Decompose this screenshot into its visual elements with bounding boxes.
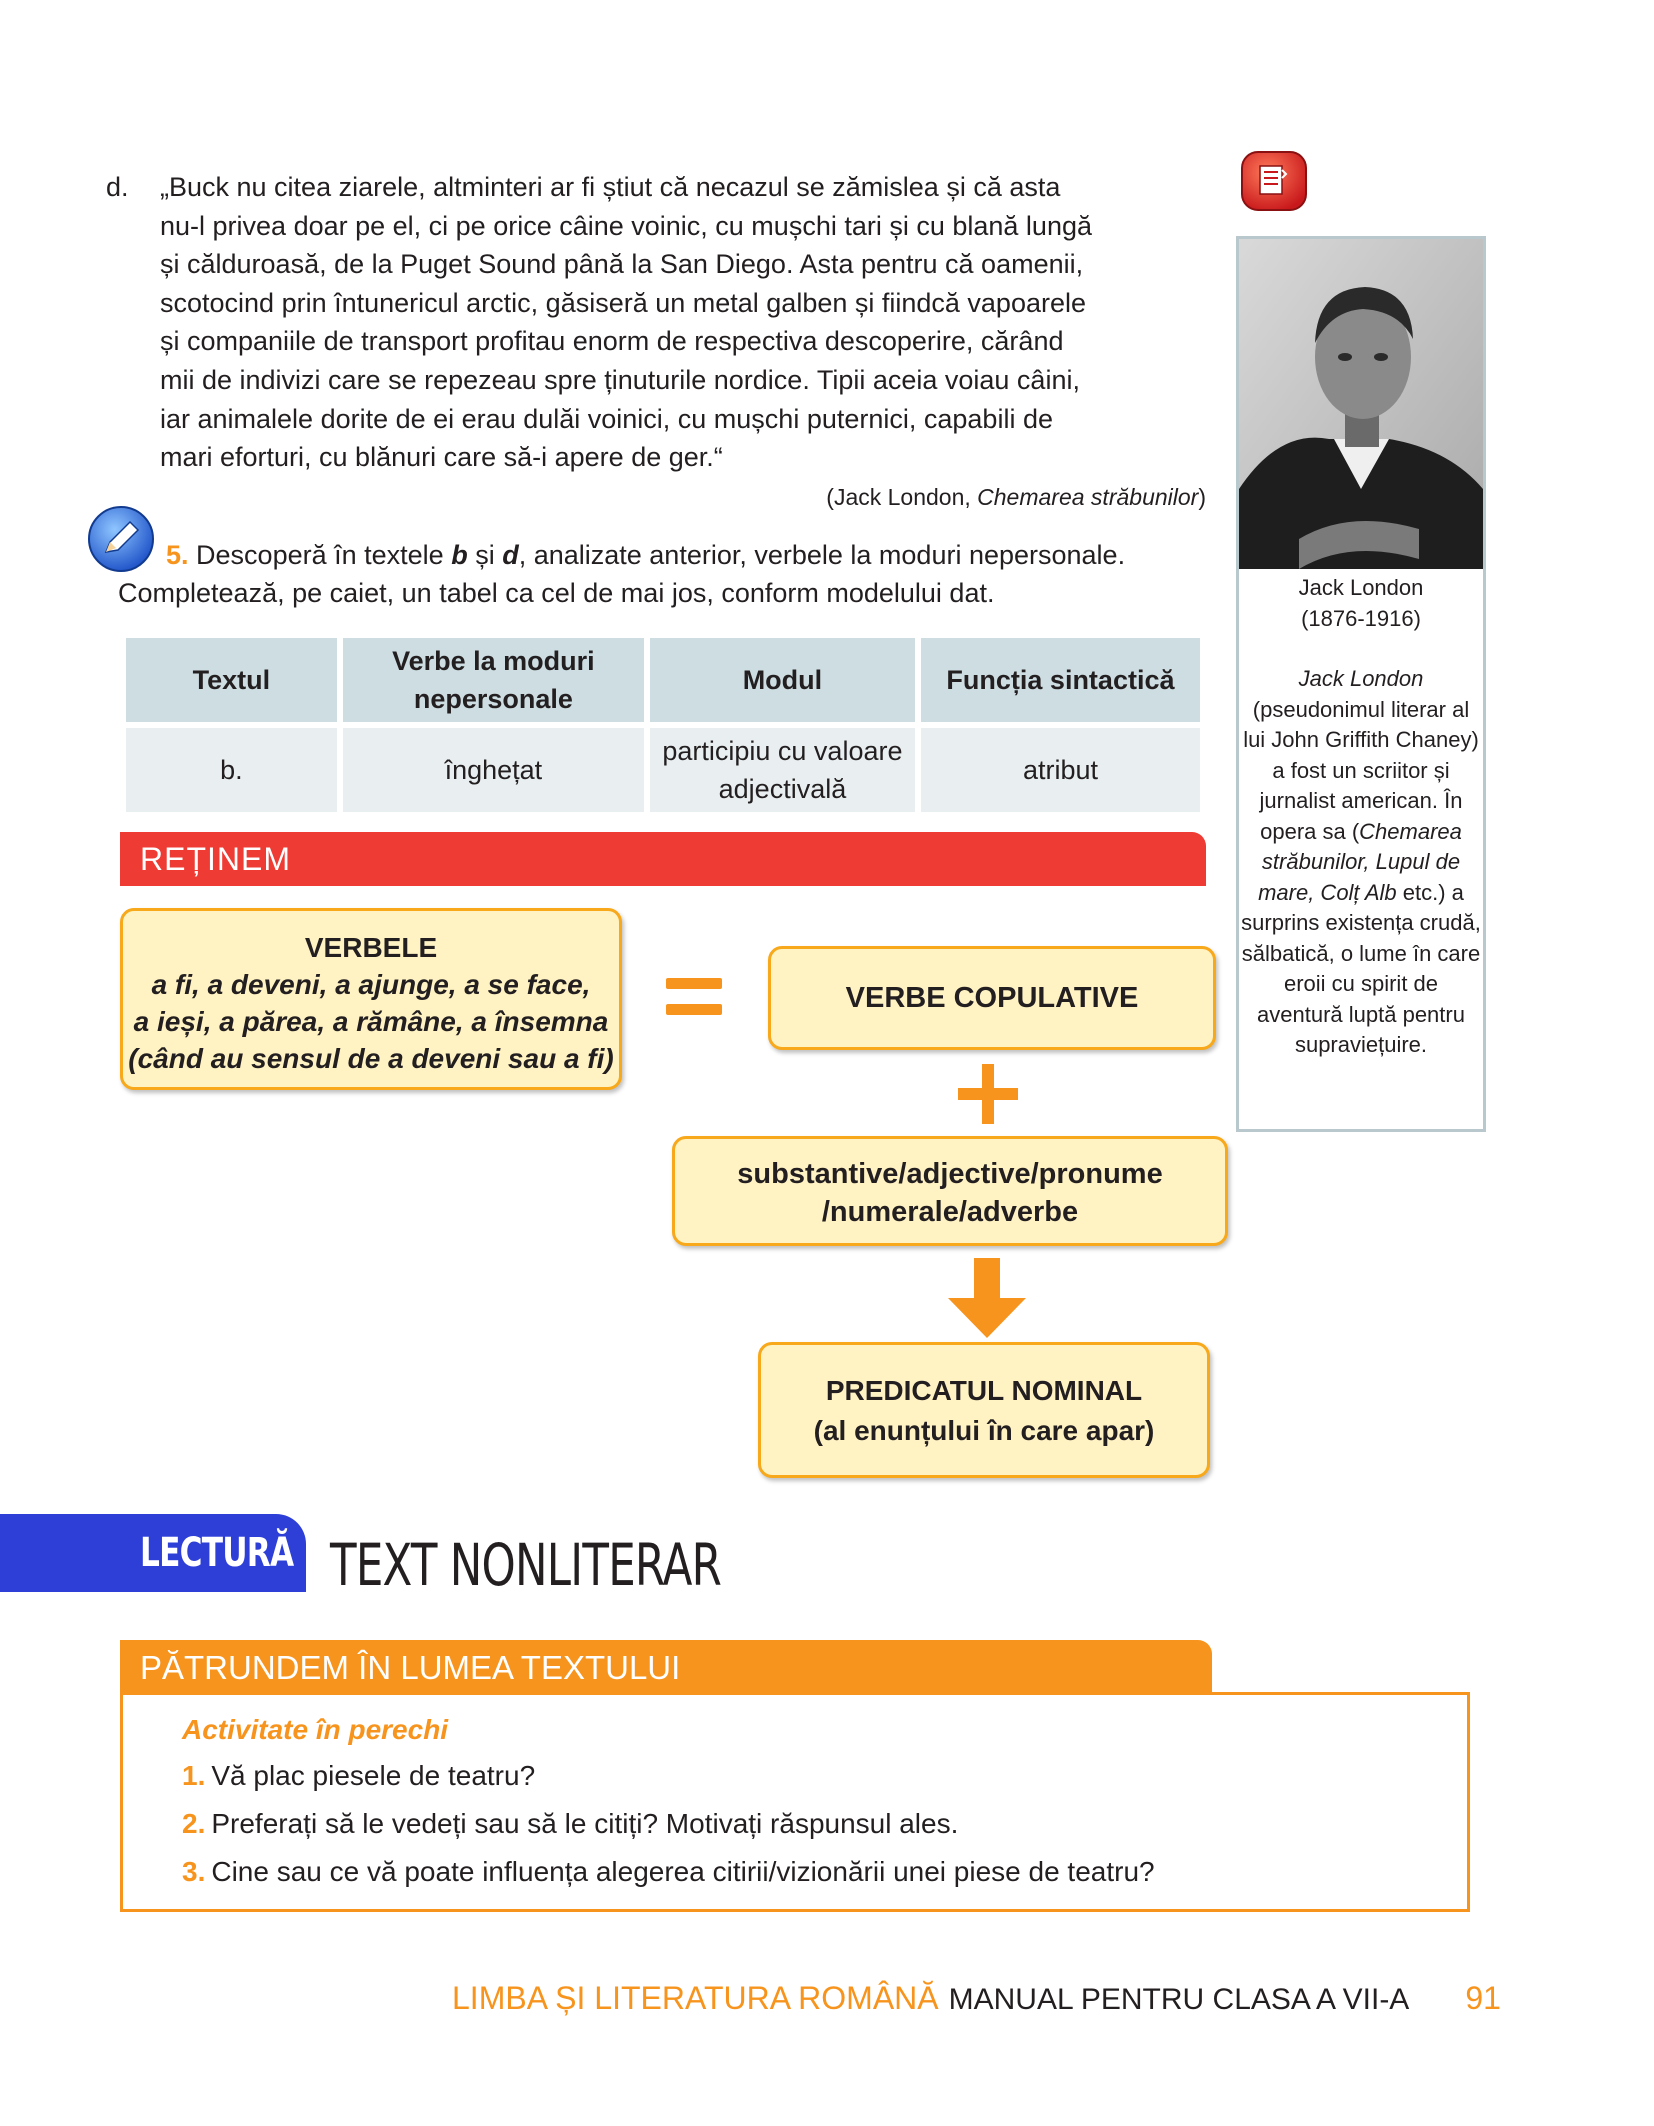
- retinem-header: REȚINEM: [120, 832, 1206, 886]
- quote-line: și călduroasă, de la Puget Sound până la San Diego. Asta pentru că oamenii,: [160, 249, 1084, 280]
- page-footer: [452, 1978, 1501, 2020]
- table-cell: participiu cu valoare adjectivală: [650, 728, 915, 812]
- quote-label: d.: [106, 172, 129, 202]
- table-header: Verbe la moduri nepersonale: [343, 638, 644, 722]
- nominal-predicate-box: PREDICATUL NOMINAL (al enunțului în care apar): [758, 1342, 1210, 1478]
- author-caption: Jack London (1876-1916): [1298, 575, 1424, 631]
- quote-source: (Jack London, Chemarea străbunilor): [826, 484, 1206, 510]
- patrundem-header: PĂTRUNDEM ÎN LUMEA TEXTULUI: [120, 1640, 1212, 1694]
- table-cell: atribut: [921, 728, 1200, 812]
- author-bio: Jack London (pseudonimul literar al lui John Griffith Chaney) a fost un scriitor și jurnalist american. În opera sa (Chemarea străbunilor, Lupul de mare, Colț Alb etc.) a surprins existența crudă, sălbatică, o lume în care eroii cu spirit de aventură luptă pentru supraviețuire.: [1241, 666, 1481, 1057]
- footer-subject: LIMBA ȘI LITERATURA ROMÂNĂ: [452, 1980, 939, 2016]
- parts-of-speech-box: substantive/adjective/pronume /numerale/adverbe: [672, 1136, 1228, 1246]
- exercise-5: 5. Descoperă în textele b și d, analizate anterior, verbele la moduri nepersonale. Completează, pe caiet, un tabel ca cel de mai jos, conform modelului dat.: [118, 540, 1126, 608]
- quote-line: mari eforturi, cu blănuri care să-i apere de ger.“: [160, 442, 723, 473]
- verbs-table: [120, 632, 1206, 818]
- table-cell: înghețat: [343, 728, 644, 812]
- quote-line: scotocind prin întunericul arctic, găsiseră un metal galben și fiindcă vapoarele: [160, 287, 1087, 318]
- author-photo: [1239, 239, 1483, 569]
- section-tag: LECTURĂ: [0, 1514, 306, 1592]
- section-title: TEXT NONLITERAR: [330, 1531, 722, 1599]
- book-title: Chemarea străbunilor: [977, 484, 1199, 510]
- question-item: 1. Vă plac piesele de teatru?: [182, 1760, 536, 1791]
- page-number: 91: [1465, 1980, 1501, 2016]
- table-header: Funcția sintactică: [921, 638, 1200, 722]
- quote-line: și companiile de transport profitau enorm de respectiva descoperire, cărând: [160, 326, 1064, 357]
- quote-line: mii de indivizi care se repezeau spre ținuturile nordice. Tipii aceia voiau câini,: [160, 364, 1080, 395]
- book-icon: [1238, 148, 1312, 214]
- activity-title: Activitate în perechi: [182, 1714, 449, 1745]
- quote-line: nu-l privea doar pe el, ci pe orice câine voinic, cu mușchi tari și cu blană lungă: [160, 210, 1092, 241]
- arrow-down-icon: [944, 1258, 1030, 1342]
- copulative-verbs-box: VERBE COPULATIVE: [768, 946, 1216, 1050]
- table-header: Modul: [650, 638, 915, 722]
- quote-paragraph: [106, 168, 1210, 477]
- question-item: 2. Preferați să le vedeți sau să le citiți? Motivați răspunsul ales.: [182, 1808, 959, 1839]
- question-item: 3. Cine sau ce vă poate influența alegerea citirii/vizionării unei piese de teatru?: [182, 1856, 1155, 1887]
- equals-icon: [666, 978, 722, 1018]
- quote-line: „Buck nu citea ziarele, altminteri ar fi știut că necazul se zămislea și că asta: [160, 172, 1061, 202]
- footer-manual: MANUAL PENTRU CLASA A VII-A: [948, 1983, 1410, 2016]
- verbs-box: VERBELE a fi, a deveni, a ajunge, a se face, a ieși, a părea, a rămâne, a însemna (când au sensul de a deveni sau a fi): [120, 908, 622, 1090]
- quote-line: iar animalele dorite de ei erau dulăi voinici, cu mușchi puternici, capabili de: [160, 403, 1053, 434]
- table-cell: b.: [126, 728, 337, 812]
- table-header: Textul: [126, 638, 337, 722]
- exercise-number: 5.: [166, 540, 189, 570]
- table-row: [126, 728, 1200, 812]
- plus-icon: [958, 1064, 1018, 1124]
